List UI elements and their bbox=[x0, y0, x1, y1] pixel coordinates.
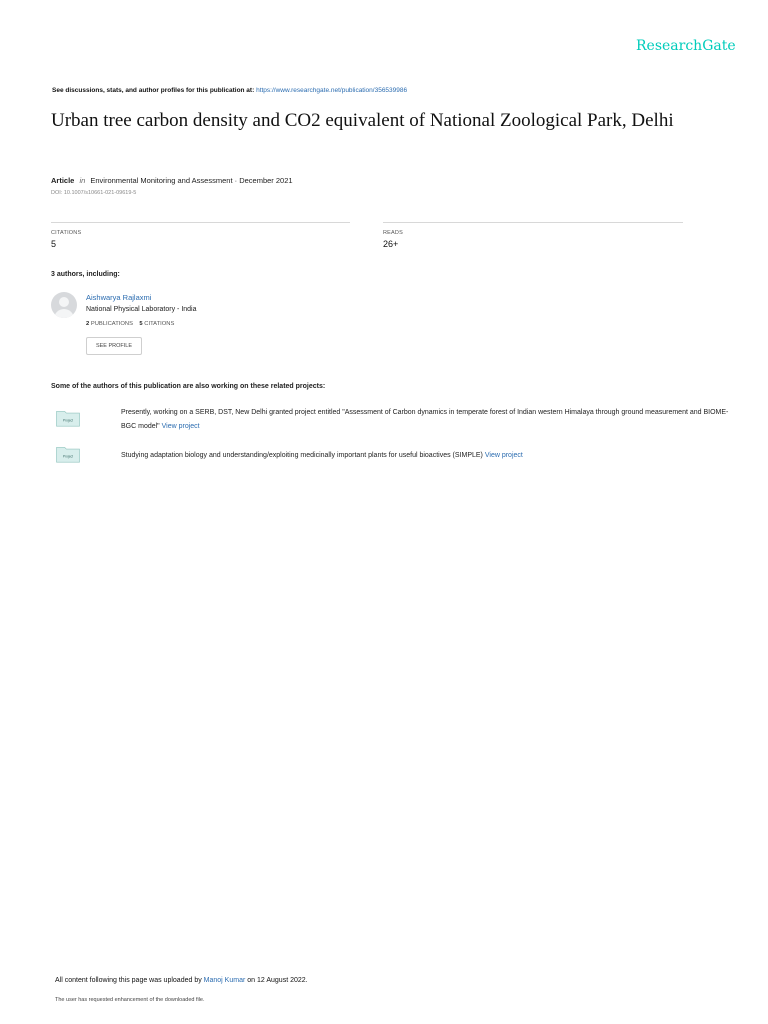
author-citations-label: CITATIONS bbox=[144, 321, 175, 327]
publication-source-line bbox=[52, 87, 407, 94]
journal-name[interactable]: Environmental Monitoring and Assessment · December 2021 bbox=[90, 176, 293, 185]
upload-suffix: on 12 August 2022. bbox=[247, 977, 308, 984]
upload-info bbox=[55, 977, 308, 984]
project-folder-label: Project bbox=[62, 454, 74, 459]
author-citations-count: 5 bbox=[139, 321, 143, 327]
doi-text: DOI: 10.1007/s10661-021-09619-5 bbox=[51, 190, 137, 196]
citations-label: CITATIONS bbox=[51, 230, 82, 236]
author-publications-count: 2 bbox=[86, 321, 90, 327]
reads-count: 26+ bbox=[383, 239, 399, 249]
download-note: The user has requested enhancement of the downloaded file. bbox=[55, 997, 205, 1003]
author-publications-label: PUBLICATIONS bbox=[90, 321, 133, 327]
author-avatar[interactable] bbox=[51, 292, 77, 318]
researchgate-logo[interactable]: ResearchGate bbox=[636, 38, 736, 54]
see-profile-button[interactable]: SEE PROFILE bbox=[86, 337, 142, 355]
related-projects-heading: Some of the authors of this publication are also working on these related projects: bbox=[51, 383, 326, 390]
project-folder-icon[interactable] bbox=[53, 409, 83, 427]
citations-count: 5 bbox=[51, 239, 57, 249]
author-name-link[interactable]: Aishwarya Rajlaxmi bbox=[86, 293, 152, 302]
uploader-link[interactable]: Manoj Kumar bbox=[203, 977, 246, 984]
view-project-link[interactable]: View project bbox=[484, 452, 523, 459]
source-text: See discussions, stats, and author profiles for this publication at: bbox=[52, 87, 255, 94]
publication-url-link[interactable]: https://www.researchgate.net/publication/356539986 bbox=[256, 87, 408, 94]
article-meta bbox=[51, 176, 293, 185]
page-title: Urban tree carbon density and CO2 equivalent of National Zoological Park, Delhi bbox=[51, 110, 674, 131]
reads-divider bbox=[383, 222, 683, 223]
upload-prefix: All content following this page was uploaded by bbox=[55, 977, 202, 984]
avatar-body-shape bbox=[54, 309, 74, 318]
project-folder-label: Project bbox=[62, 418, 74, 423]
project-description: Studying adaptation biology and understanding/exploiting medicinally important plants for useful bioactives (SIMPLE) bbox=[121, 452, 483, 459]
author-stats bbox=[86, 321, 174, 327]
view-project-link[interactable]: View project bbox=[161, 423, 200, 430]
project-item bbox=[121, 406, 731, 434]
reads-label: READS bbox=[383, 230, 403, 236]
project-folder-icon[interactable] bbox=[53, 445, 83, 463]
citations-divider bbox=[51, 222, 350, 223]
project-description: Presently, working on a SERB, DST, New Delhi granted project entitled "Assessment of Carbon dynamics in temperate forest of Indian western Himalaya through ground measurement and BIOME-BGC model" bbox=[121, 409, 729, 430]
avatar-head-shape bbox=[59, 297, 69, 307]
author-institution: National Physical Laboratory - India bbox=[86, 306, 197, 313]
project-item bbox=[121, 449, 731, 463]
article-type: Article bbox=[51, 176, 75, 185]
authors-heading: 3 authors, including: bbox=[51, 271, 120, 278]
article-in: in bbox=[79, 176, 86, 185]
